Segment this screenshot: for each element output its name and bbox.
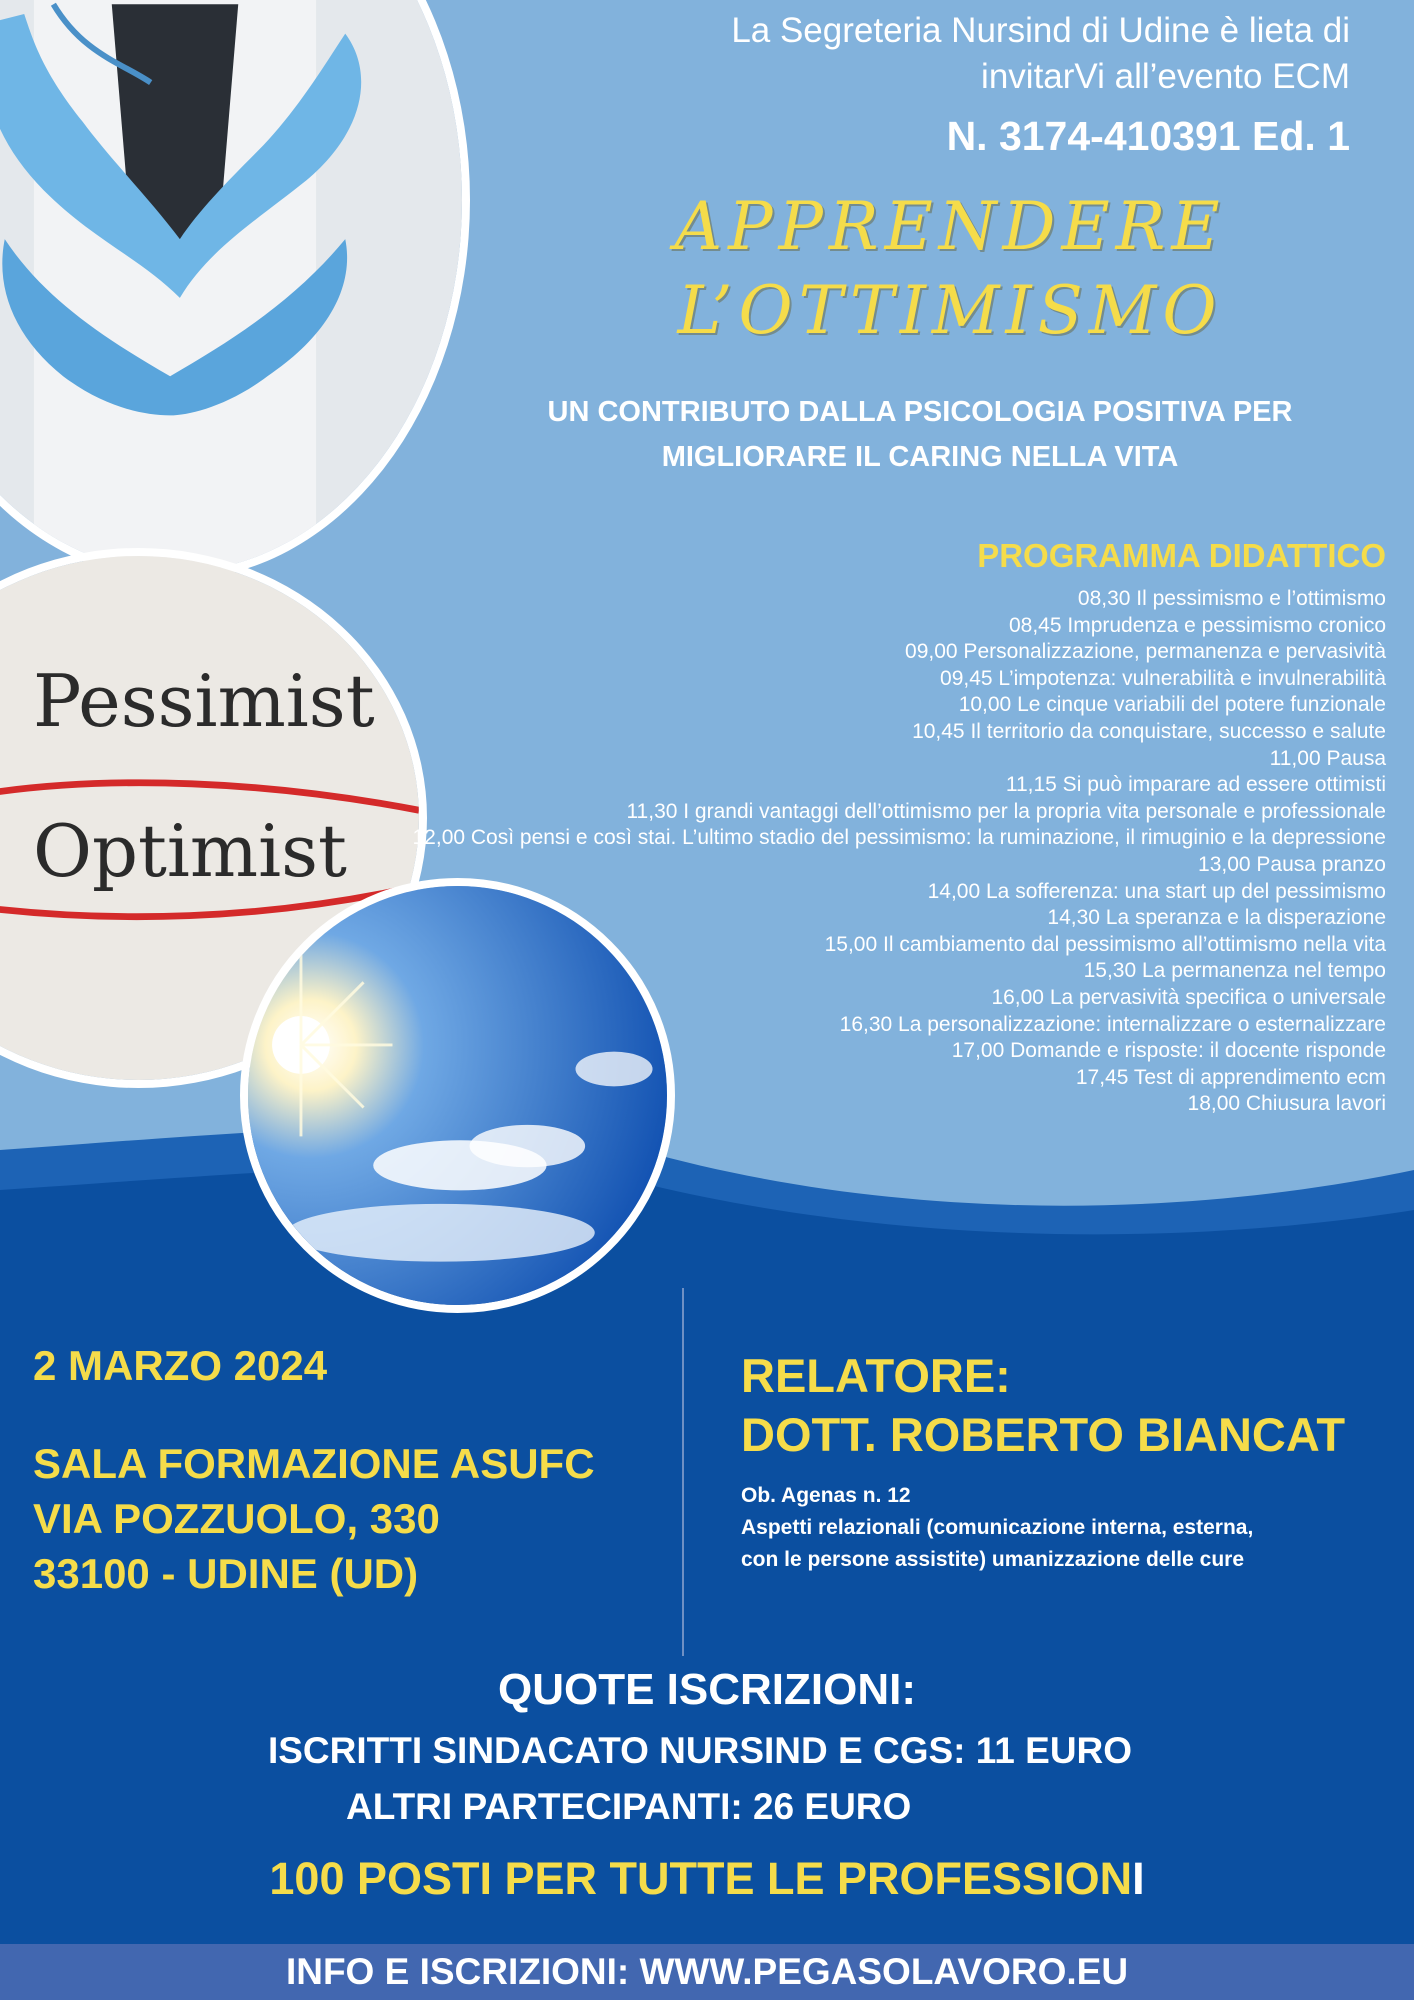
program-item: 17,00 Domande e risposte: il docente risponde <box>951 1039 1386 1063</box>
program-item: 11,00 Pausa <box>1269 746 1386 770</box>
title-line-1: APPRENDERE <box>674 188 1226 265</box>
program-item: 09,00 Personalizzazione, permanenza e pervasività <box>905 640 1386 664</box>
program-item: 15,00 Il cambiamento dal pessimismo all’ottimismo nella vita <box>824 932 1386 956</box>
speaker-label: RELATORE: <box>741 1349 1011 1402</box>
speaker-block <box>741 1346 1345 1464</box>
agenas-objective <box>741 1480 1396 1576</box>
invite-text <box>530 8 1350 100</box>
seats-main: 100 POSTI PER TUTTE LE PROFESSION <box>269 1853 1133 1904</box>
venue-line-2: VIA POZZUOLO, 330 <box>33 1495 440 1542</box>
venue-line-3: 33100 - UDINE (UD) <box>33 1550 419 1597</box>
event-subtitle <box>470 390 1370 480</box>
speaker-name: DOTT. ROBERTO BIANCAT <box>741 1408 1346 1461</box>
program-item: 11,15 Si può imparare ad essere ottimisti <box>1005 773 1386 797</box>
program-item: 15,30 La permanenza nel tempo <box>1083 959 1386 983</box>
program-item: 11,30 I grandi vantaggi dell’ottimismo per la propria vita personale e professionale <box>626 799 1386 823</box>
footer-info-link[interactable]: INFO E ISCRIZIONI: WWW.PEGASOLAVORO.EU <box>285 1951 1129 1992</box>
event-venue <box>33 1436 595 1601</box>
program-item: 17,45 Test di apprendimento ecm <box>1075 1065 1386 1089</box>
fee-members: ISCRITTI SINDACATO NURSIND E CGS: 11 EURO <box>267 1730 1133 1771</box>
objective-title: Ob. Agenas n. 12 <box>741 1484 911 1507</box>
seats-info <box>0 1853 1414 1905</box>
program-item: 16,30 La personalizzazione: internalizzare o esternalizzare <box>839 1012 1386 1036</box>
program-item: 16,00 La pervasività specifica o universale <box>991 985 1386 1009</box>
program-item: 08,45 Imprudenza e pessimismo cronico <box>1008 613 1386 637</box>
seats-tail: I <box>1132 1853 1145 1904</box>
program-item: 10,00 Le cinque variabili del potere funzionale <box>958 693 1386 717</box>
program-item: 13,00 Pausa pranzo <box>1198 852 1386 876</box>
objective-text-line-2: con le persone assistite) umanizzazione delle cure <box>741 1548 1244 1571</box>
subtitle-line-1: UN CONTRIBUTO DALLA PSICOLOGIA POSITIVA PER <box>547 396 1293 428</box>
event-date: 2 MARZO 2024 <box>33 1342 328 1389</box>
optimist-word: Optimist <box>33 809 347 894</box>
ecm-code: N. 3174-410391 Ed. 1 <box>946 113 1350 159</box>
pessimist-word: Pessimist <box>33 658 375 743</box>
program-list <box>386 586 1386 1118</box>
invite-line-1: La Segreteria Nursind di Udine è lieta di <box>731 11 1350 50</box>
fees-title: QUOTE ISCRIZIONI: <box>498 1665 916 1714</box>
program-item: 18,00 Chiusura lavori <box>1187 1092 1386 1116</box>
program-title: PROGRAMMA DIDATTICO <box>977 537 1386 574</box>
section-divider <box>682 1288 684 1656</box>
program-item: 12,00 Così pensi e così stai. L’ultimo stadio del pessimismo: la ruminazione, il rimuginio e la depressione <box>412 826 1386 850</box>
objective-text-line-1: Aspetti relazionali (comunicazione interna, esterna, <box>741 1516 1254 1539</box>
program-item: 14,30 La speranza e la disperazione <box>1047 906 1386 930</box>
program-item: 09,45 L’impotenza: vulnerabilità e invulnerabilità <box>940 666 1386 690</box>
venue-line-1: SALA FORMAZIONE ASUFC <box>33 1440 595 1487</box>
event-title <box>620 185 1280 353</box>
program-item: 08,30 Il pessimismo e l’ottimismo <box>1077 587 1386 610</box>
subtitle-line-2: MIGLIORARE IL CARING NELLA VITA <box>661 441 1179 473</box>
footer-bar <box>0 1944 1414 2000</box>
program-item: 10,45 Il territorio da conquistare, successo e salute <box>912 719 1386 743</box>
program-item: 14,00 La sofferenza: una start up del pessimismo <box>927 879 1386 903</box>
fee-others: ALTRI PARTECIPANTI: 26 EURO <box>346 1786 912 1827</box>
title-line-2: L’OTTIMISMO <box>677 272 1223 349</box>
invite-line-2: invitarVi all’evento ECM <box>981 57 1350 96</box>
